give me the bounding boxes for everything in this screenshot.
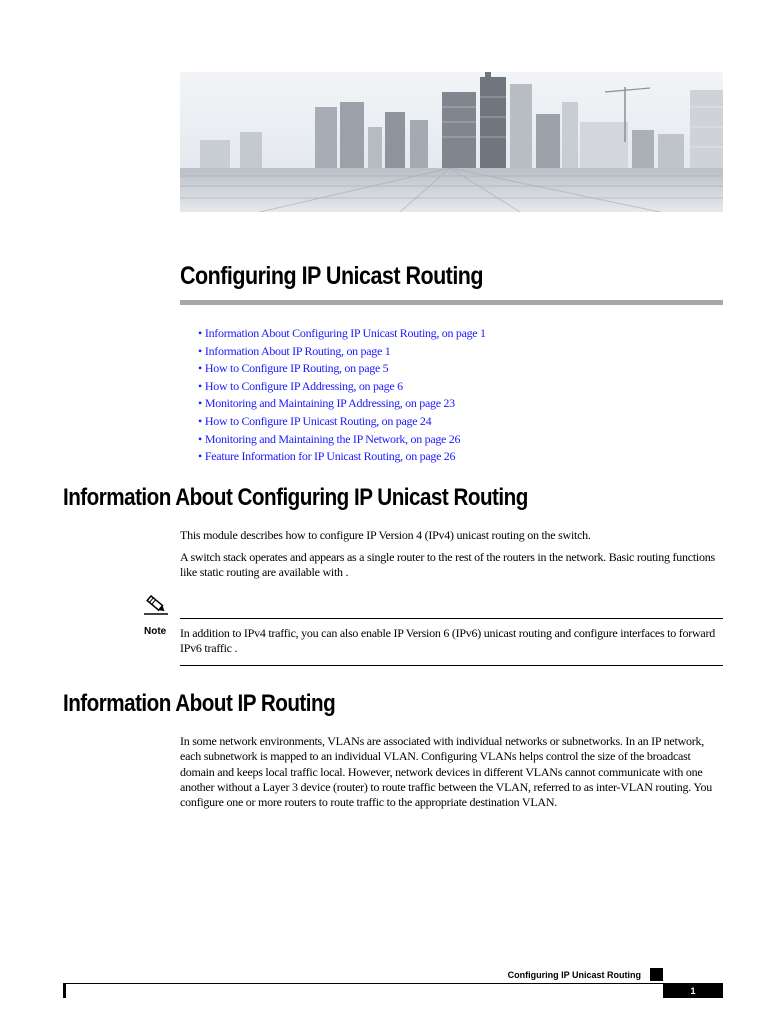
toc-item bbox=[198, 413, 486, 431]
toc-bullet: • bbox=[198, 326, 202, 340]
toc-bullet: • bbox=[198, 378, 202, 393]
toc-bullet: • bbox=[198, 361, 202, 376]
toc-link[interactable]: Monitoring and Maintaining the IP Network, on page 26 bbox=[204, 431, 461, 446]
toc-link[interactable]: Information About Configuring IP Unicast Routing, on page 1 bbox=[204, 326, 486, 340]
toc-item bbox=[198, 395, 486, 413]
toc-link[interactable]: Information About IP Routing, on page 1 bbox=[204, 343, 391, 358]
section-heading-configuring-ip-unicast: Information About Configuring IP Unicast Routing bbox=[63, 484, 528, 511]
page-number: 1 bbox=[663, 984, 723, 998]
note-top-rule bbox=[180, 618, 723, 619]
toc-bullet: • bbox=[198, 413, 202, 428]
section2-paragraph-1: In some network environments, VLANs are associated with individual networks or subnetworks. In an IP network, each subnetwork is mapped to an individual VLAN. Configuring VLANs helps control the size of the broadcast domain and keeps local traffic local. However, network devices in different VLANs cannot communicate with one another without a Layer 3 device (router) to route traffic between the VLAN, referred to as inter-VLAN routing. You configure one or more routers to route traffic to the appropriate destination VLAN. bbox=[180, 734, 713, 810]
toc-bullet: • bbox=[198, 431, 202, 446]
note-bottom-rule bbox=[180, 665, 723, 666]
toc-item bbox=[198, 325, 486, 343]
note-text: In addition to IPv4 traffic, you can also enable IP Version 6 (IPv6) unicast routing and configure interfaces to forward IPv6 traffic . bbox=[180, 626, 715, 656]
footer-chapter-title: Configuring IP Unicast Routing bbox=[507, 970, 641, 980]
cityscape-illustration bbox=[180, 72, 723, 212]
toc-link[interactable]: How to Configure IP Routing, on page 5 bbox=[204, 361, 389, 376]
chapter-title-rule bbox=[180, 300, 723, 305]
toc-item bbox=[198, 378, 486, 396]
toc-link[interactable]: Feature Information for IP Unicast Routing, on page 26 bbox=[204, 449, 456, 464]
toc-link[interactable]: How to Configure IP Unicast Routing, on page 24 bbox=[204, 413, 432, 428]
section1-paragraph-1: This module describes how to configure IP Version 4 (IPv4) unicast routing on the switch. bbox=[180, 528, 591, 542]
chapter-toc bbox=[198, 325, 486, 466]
section1-paragraph-2: A switch stack operates and appears as a single router to the rest of the routers in the network. Basic routing functions like static routing are available with . bbox=[180, 550, 715, 580]
toc-item bbox=[198, 431, 486, 449]
header-cityscape-image bbox=[180, 72, 723, 212]
pencil-icon bbox=[143, 592, 169, 616]
section-heading-ip-routing: Information About IP Routing bbox=[63, 690, 336, 717]
toc-bullet: • bbox=[198, 449, 202, 464]
footer-rule bbox=[63, 983, 723, 984]
footer-tick bbox=[63, 984, 66, 998]
note-label: Note bbox=[144, 626, 167, 637]
toc-item bbox=[198, 360, 486, 378]
toc-link[interactable]: Monitoring and Maintaining IP Addressing, on page 23 bbox=[204, 396, 455, 411]
toc-item bbox=[198, 343, 486, 361]
toc-bullet: • bbox=[198, 396, 202, 411]
chapter-title: Configuring IP Unicast Routing bbox=[180, 262, 484, 290]
toc-bullet: • bbox=[198, 343, 202, 358]
toc-item bbox=[198, 448, 486, 466]
toc-link[interactable]: How to Configure IP Addressing, on page 6 bbox=[204, 378, 403, 393]
footer-marker bbox=[650, 968, 663, 981]
